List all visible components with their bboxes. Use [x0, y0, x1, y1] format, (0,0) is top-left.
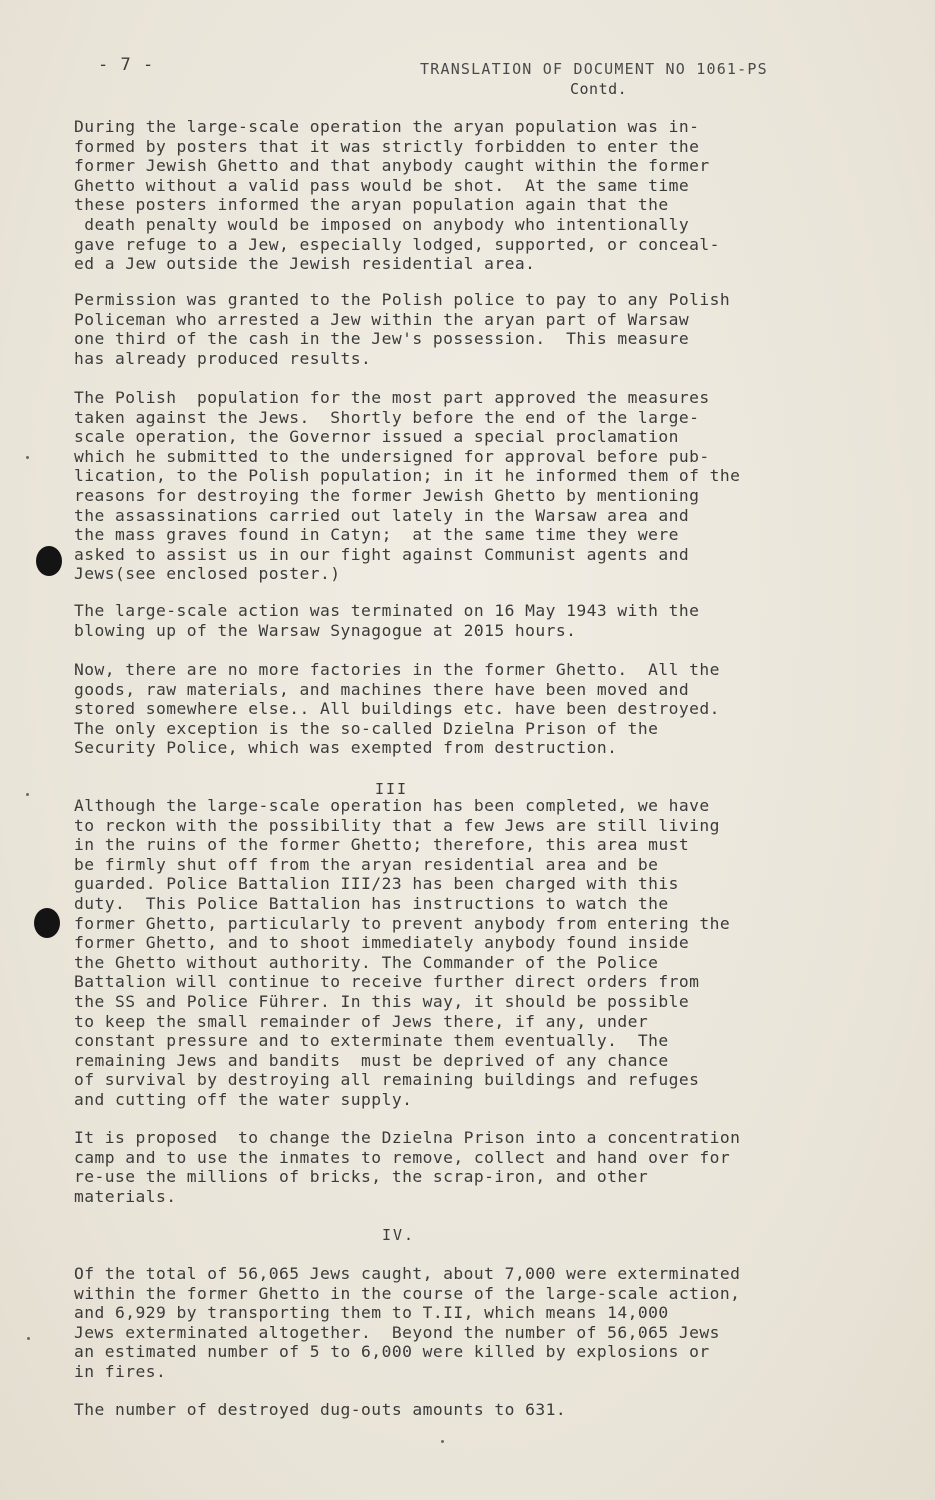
text-line: duty. This Police Battalion has instructions to watch the [74, 893, 669, 913]
paragraph-dugouts [74, 1400, 834, 1420]
text-line: remaining Jews and bandits must be deprived of any chance [74, 1050, 669, 1070]
text-line: to keep the small remainder of Jews there, if any, under [74, 1011, 649, 1031]
text-line: an estimated number of 5 to 6,000 were killed by explosions or [74, 1342, 710, 1362]
text-line: guarded. Police Battalion III/23 has been charged with this [74, 874, 679, 894]
text-line: lication, to the Polish population; in it he informed them of the [74, 466, 741, 486]
text-line: former Ghetto, and to shoot immediately anybody found inside [74, 933, 690, 953]
text-line: has already produced results. [74, 348, 372, 368]
text-line: asked to assist us in our fight against Communist agents and [74, 544, 690, 564]
paragraph-totals [74, 1264, 834, 1382]
text-line: gave refuge to a Jew, especially lodged, supported, or conceal- [74, 234, 720, 254]
text-line: Jews exterminated altogether. Beyond the number of 56,065 Jews [74, 1322, 720, 1342]
paragraph-posters [74, 117, 834, 274]
margin-mark [26, 793, 29, 796]
text-line: taken against the Jews. Shortly before the end of the large- [74, 407, 700, 427]
text-line: the SS and Police Führer. In this way, it should be possible [74, 991, 690, 1011]
text-line: Permission was granted to the Polish police to pay to any Polish [74, 290, 731, 309]
text-line: It is proposed to change the Dzielna Prison into a concentration [74, 1128, 741, 1147]
text-line: former Jewish Ghetto and that anybody caught within the former [74, 156, 710, 176]
text-line: blowing up of the Warsaw Synagogue at 2015 hours. [74, 620, 577, 640]
text-line: constant pressure and to exterminate them eventually. The [74, 1031, 669, 1051]
margin-mark [27, 1337, 30, 1340]
continued-label: Contd. [570, 80, 628, 98]
text-line: The Polish population for the most part approved the measures [74, 388, 710, 407]
text-line: the assassinations carried out lately in the Warsaw area and [74, 505, 690, 525]
margin-mark [26, 456, 29, 459]
text-line: Battalion will continue to receive further direct orders from [74, 972, 700, 992]
text-line: goods, raw materials, and machines there have been moved and [74, 679, 690, 699]
text-line: these posters informed the aryan population again that the [74, 195, 669, 215]
paragraph-guarding [74, 796, 834, 1110]
text-line: of survival by destroying all remaining buildings and refuges [74, 1070, 700, 1090]
text-line: During the large-scale operation the aryan population was in- [74, 117, 700, 136]
text-line: in fires. [74, 1361, 167, 1381]
punch-hole-lower [34, 908, 60, 938]
margin-mark [441, 1440, 444, 1443]
section-heading-iv: IV. [382, 1226, 416, 1244]
paragraph-termination [74, 601, 834, 640]
text-line: Policeman who arrested a Jew within the aryan part of Warsaw [74, 309, 690, 329]
text-line: ed a Jew outside the Jewish residential area. [74, 254, 536, 274]
text-line: stored somewhere else.. All buildings etc. have been destroyed. [74, 699, 720, 719]
text-line: former Ghetto, particularly to prevent anybody from entering the [74, 913, 731, 933]
text-line: Now, there are no more factories in the former Ghetto. All the [74, 660, 720, 679]
text-line: camp and to use the inmates to remove, collect and hand over for [74, 1147, 731, 1167]
text-line: Jews(see enclosed poster.) [74, 564, 341, 584]
page-number: - 7 - [98, 55, 155, 75]
text-line: the Ghetto without authority. The Commander of the Police [74, 952, 659, 972]
text-line: formed by posters that it was strictly forbidden to enter the [74, 136, 700, 156]
text-line: The number of destroyed dug-outs amounts to 631. [74, 1400, 567, 1419]
text-line: Of the total of 56,065 Jews caught, about 7,000 were exterminated [74, 1264, 741, 1283]
text-line: death penalty would be imposed on anybody who intentionally [74, 214, 690, 234]
text-line: which he submitted to the undersigned for approval before pub- [74, 446, 710, 466]
document-reference: TRANSLATION OF DOCUMENT NO 1061-PS [420, 60, 768, 78]
text-line: within the former Ghetto in the course of the large-scale action, [74, 1283, 741, 1303]
section-heading-iii: III [375, 780, 409, 798]
text-line: and cutting off the water supply. [74, 1089, 413, 1109]
paragraph-factories [74, 660, 834, 758]
text-line: the mass graves found in Catyn; at the same time they were [74, 525, 679, 545]
text-line: re-use the millions of bricks, the scrap-iron, and other [74, 1167, 649, 1187]
text-line: be firmly shut off from the aryan residential area and be [74, 854, 659, 874]
paragraph-dzielna-prison [74, 1128, 834, 1206]
text-line: Security Police, which was exempted from destruction. [74, 738, 618, 758]
text-line: The large-scale action was terminated on 16 May 1943 with the [74, 601, 700, 620]
text-line: in the ruins of the former Ghetto; therefore, this area must [74, 835, 690, 855]
text-line: and 6,929 by transporting them to T.II, which means 14,000 [74, 1303, 669, 1323]
paragraph-polish-police [74, 290, 834, 368]
punch-hole-upper [36, 546, 62, 576]
text-line: one third of the cash in the Jew's possession. This measure [74, 329, 690, 349]
text-line: materials. [74, 1186, 177, 1206]
text-line: to reckon with the possibility that a few Jews are still living [74, 815, 720, 835]
text-line: reasons for destroying the former Jewish Ghetto by mentioning [74, 485, 700, 505]
text-line: Although the large-scale operation has been completed, we have [74, 796, 710, 815]
text-line: The only exception is the so-called Dzielna Prison of the [74, 718, 659, 738]
text-line: Ghetto without a valid pass would be shot. At the same time [74, 175, 690, 195]
paragraph-proclamation [74, 388, 834, 584]
text-line: scale operation, the Governor issued a special proclamation [74, 427, 679, 447]
